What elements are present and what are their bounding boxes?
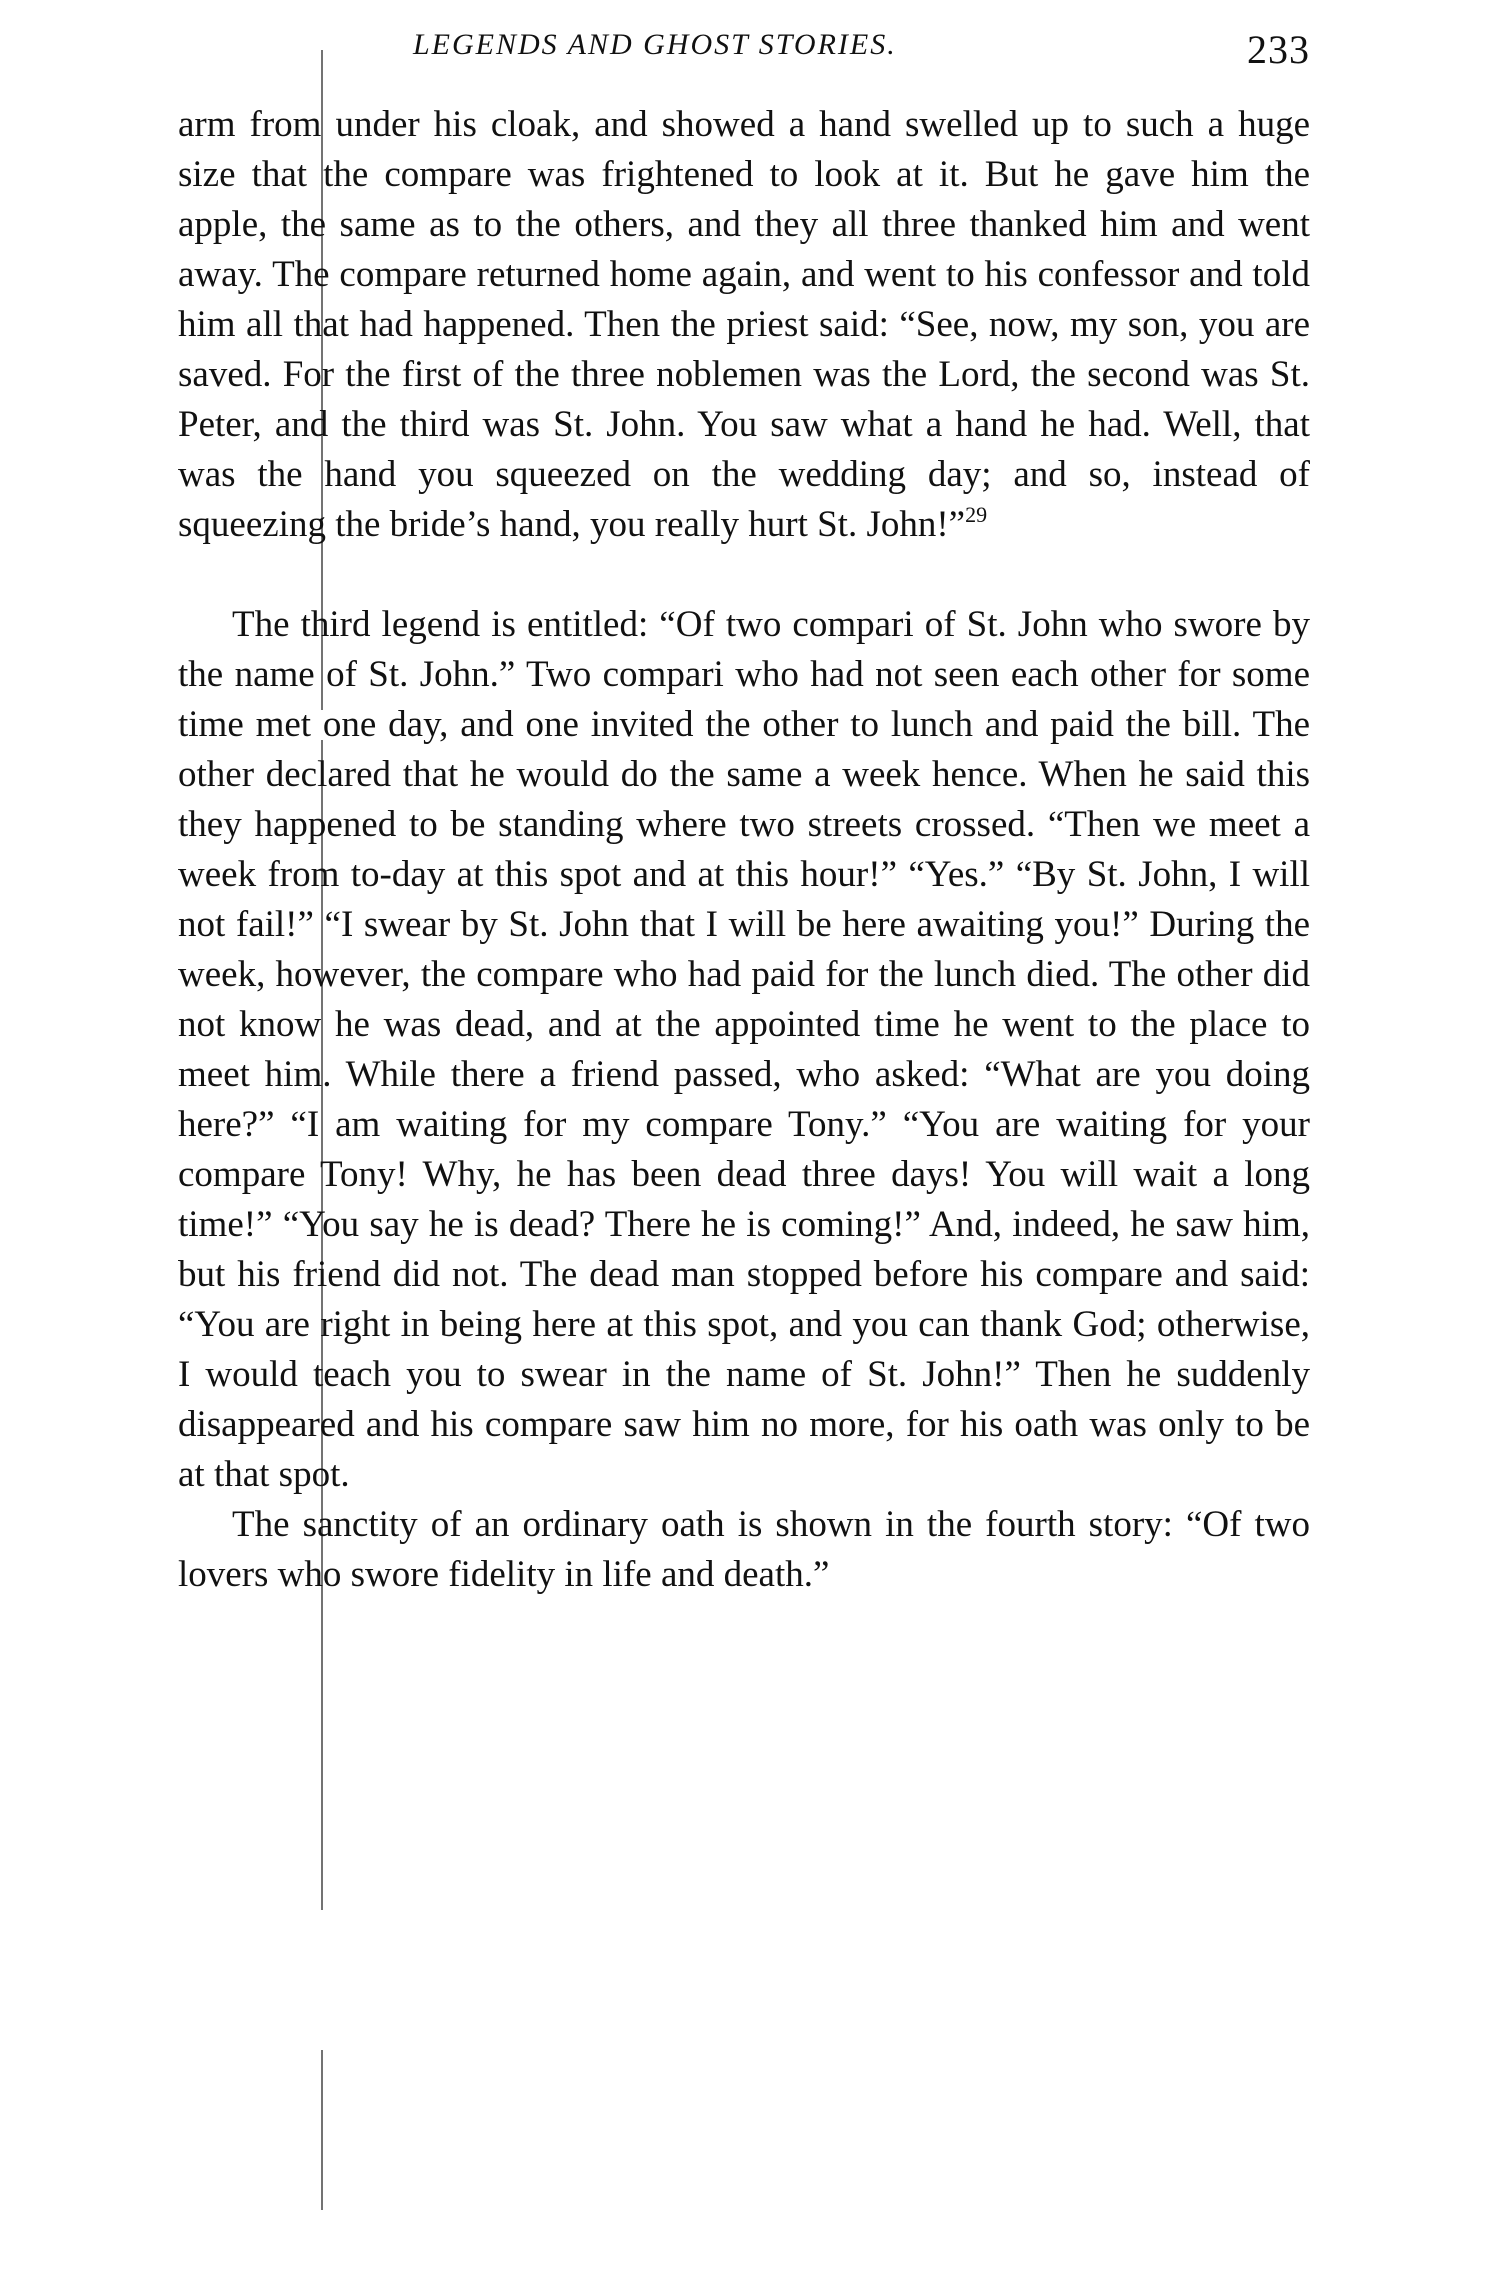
running-title: LEGENDS AND GHOST STORIES. [413,28,897,61]
gutter-line [321,2050,323,2210]
paragraph-2: The third legend is entitled: “Of two compari of St. John who swore by the name of St. John.” Two compari who had not seen each other for some time met one day, and one invited the other to lunch and paid the bill. The other declared that he would do the same a week hence. When he said this they happened to be standing where two streets crossed. “Then we meet a week from to-day at this spot and at this hour!” “Yes.” “By St. John, I will not fail!” “I swear by St. John that I will be here awaiting you!” During the week, however, the compare who had paid for the lunch died. The other did not know he was dead, and at the appointed time he went to the place to meet him. While there a friend passed, who asked: “What are you doing here?” “I am waiting for my compare Tony.” “You are waiting for your compare Tony! Why, he has been dead three days! You will wait a long time!” “You say he is dead? There he is coming!” And, indeed, he saw him, but his friend did not. The dead man stopped before his compare and said: “You are right in being here at this spot, and you can thank God; otherwise, I would teach you to swear in the name of St. John!” Then he suddenly disappeared and his compare saw him no more, for his oath was only to be at that spot. [178,604,1310,1495]
paragraph-3: The sanctity of an ordinary oath is shown in the fourth story: “Of two lovers who swore fidelity in life and death.” [178,1504,1310,1595]
page-header [178,28,1310,88]
paragraph-1-text: arm from under his cloak, and showed a hand swelled up to such a huge size that the compare was frightened to look at it. But he gave him the apple, the same as to the others, and they all three thanked him and went away. The compare returned home again, and went to his confessor and told him all that had happened. Then the priest said: “See, now, my son, you are saved. For the first of the three noblemen was the Lord, the second was St. Peter, and the third was St. John. You saw what a hand he had. Well, that was the hand you squeezed on the wedding day; and so, instead of squeezing the bride’s hand, you really hurt St. John!” [178,104,1310,545]
page-body [178,100,1310,1600]
page-number: 233 [1247,27,1310,72]
footnote-marker: 29 [965,502,988,527]
paragraph-1 [178,100,1310,550]
